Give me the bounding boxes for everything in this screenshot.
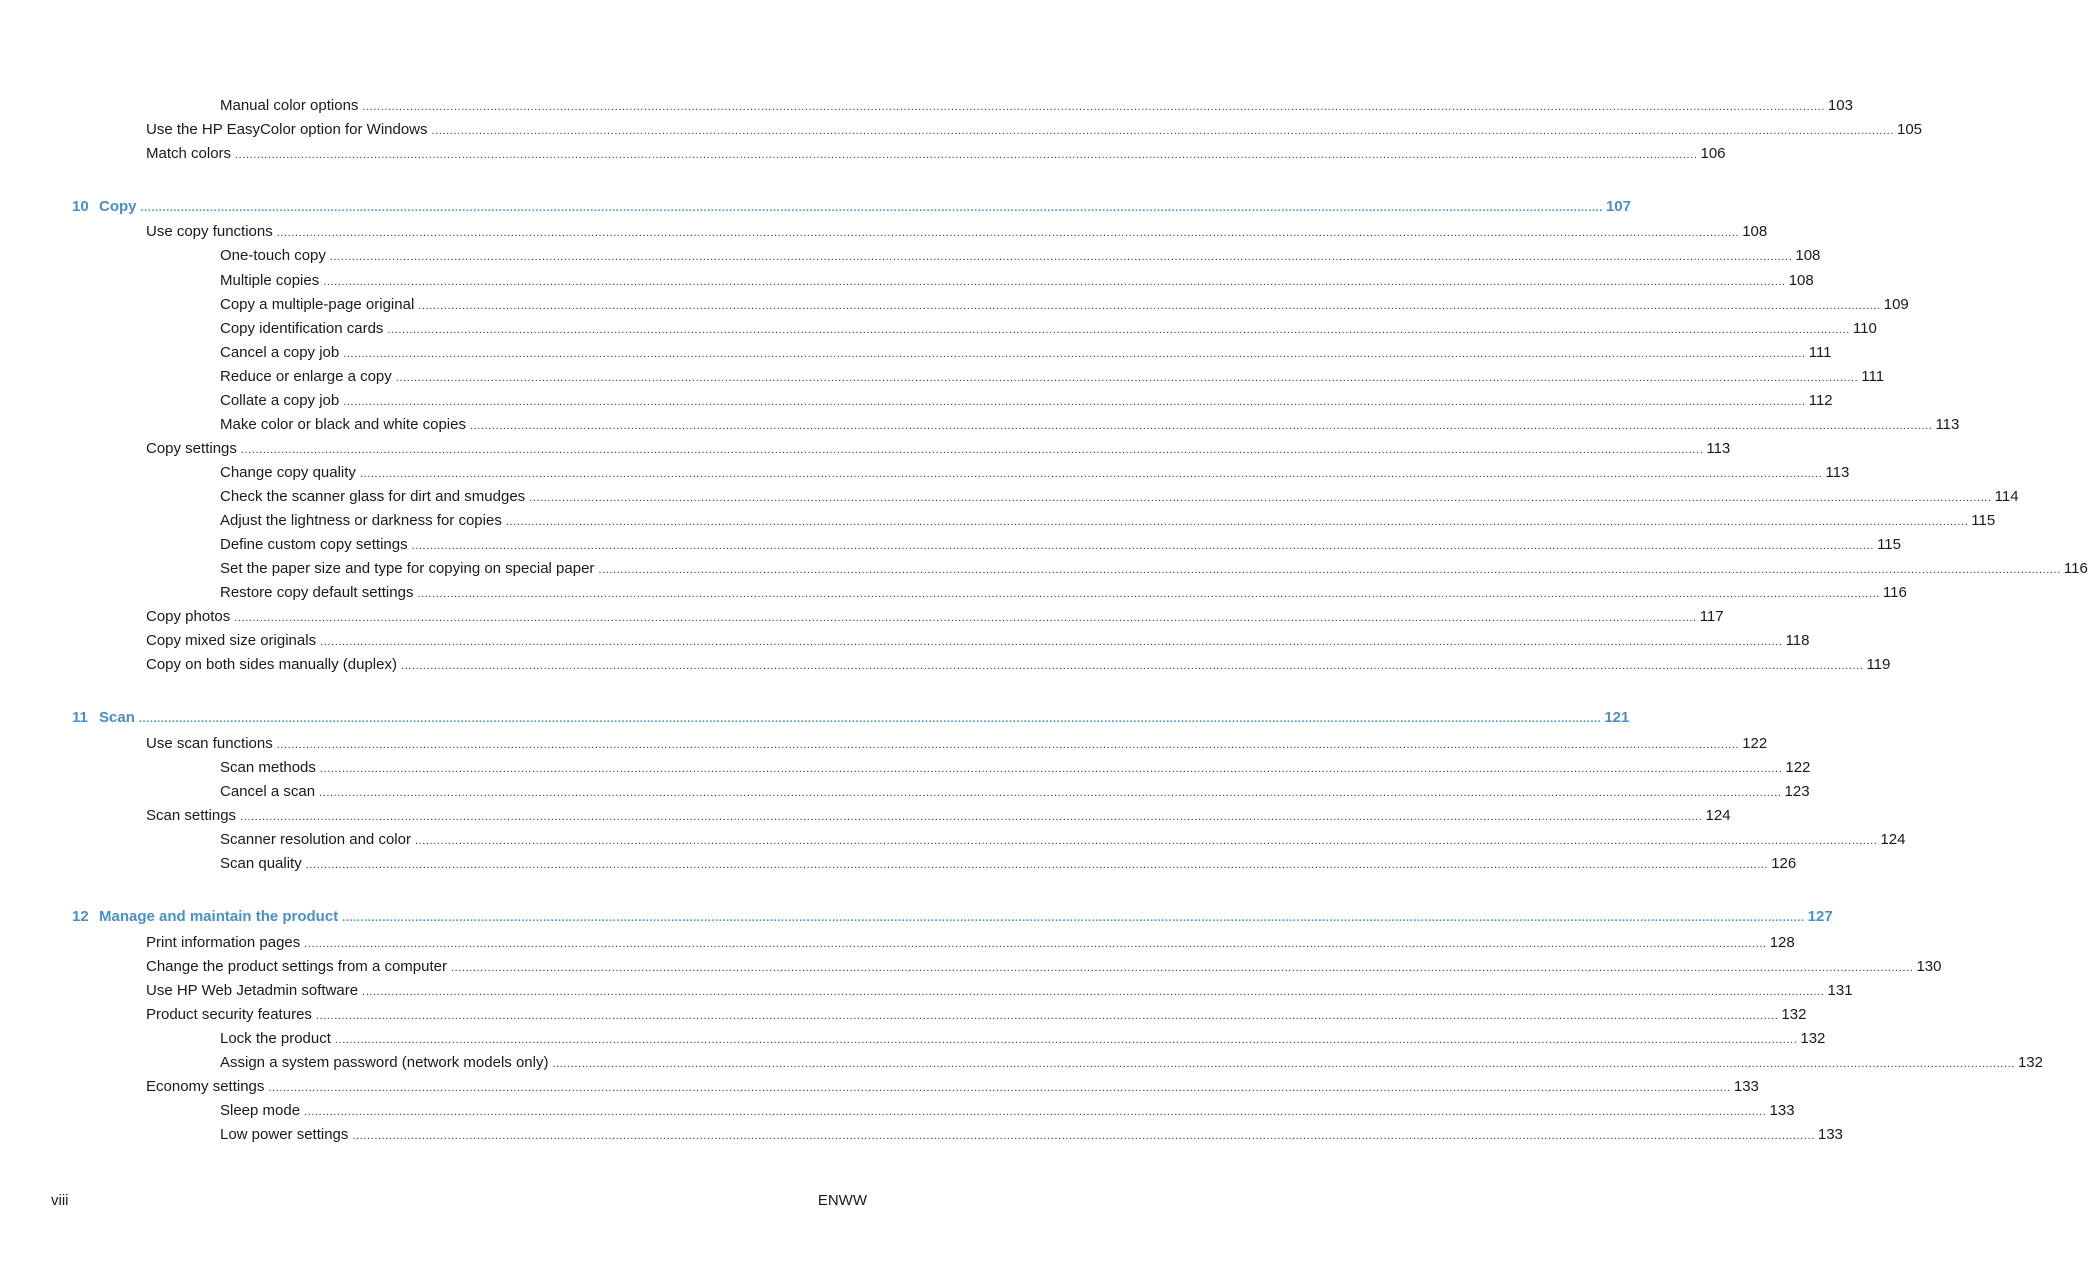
toc-entry[interactable] — [146, 222, 1768, 242]
toc-entry-title: Copy a multiple-page original — [220, 296, 415, 313]
toc-entry-title: Scan settings — [146, 807, 237, 824]
toc-page-number: 124 — [1705, 807, 1731, 824]
dot-leader: ................................................................................................................................................................................................................................................................................................................................................................................................................ — [235, 149, 1698, 161]
dot-leader: ................................................................................................................................................................................................................................................................................................................................................................................................................ — [505, 516, 1969, 528]
toc-entry-title: Sleep mode — [220, 1102, 301, 1119]
dot-leader: ................................................................................................................................................................................................................................................................................................................................................................................................................ — [395, 372, 1859, 384]
toc-page-number: 107 — [1605, 198, 1631, 215]
dot-leader: ................................................................................................................................................................................................................................................................................................................................................................................................................ — [431, 125, 1894, 137]
toc-entry[interactable] — [146, 957, 1942, 977]
toc-entry-title: Copy on both sides manually (duplex) — [146, 656, 397, 673]
dot-leader: ................................................................................................................................................................................................................................................................................................................................................................................................................ — [418, 300, 1881, 312]
toc-page-number: 113 — [1706, 440, 1731, 457]
toc-entry-title — [72, 708, 139, 728]
toc-entry[interactable] — [146, 631, 1810, 651]
toc-page-number: 112 — [1808, 392, 1833, 409]
chapter-number: 11 — [72, 709, 88, 726]
dot-leader: ................................................................................................................................................................................................................................................................................................................................................................................................................ — [240, 444, 1704, 456]
toc-entry[interactable] — [146, 734, 1768, 754]
dot-leader: ................................................................................................................................................................................................................................................................................................................................................................................................................ — [334, 1034, 1798, 1046]
toc-entry[interactable] — [146, 1077, 1759, 1097]
toc-entry[interactable] — [220, 1125, 1843, 1145]
toc-entry-title: Use the HP EasyColor option for Windows — [146, 121, 428, 138]
dot-leader: ................................................................................................................................................................................................................................................................................................................................................................................................................ — [352, 1130, 1815, 1142]
toc-entry[interactable] — [220, 463, 1850, 483]
dot-leader: ................................................................................................................................................................................................................................................................................................................................................................................................................ — [276, 739, 1740, 751]
dot-leader: ................................................................................................................................................................................................................................................................................................................................................................................................................ — [362, 101, 1825, 113]
toc-entry[interactable] — [220, 782, 1810, 802]
toc-entry[interactable] — [220, 1029, 1826, 1049]
footer-page-number: viii — [51, 1192, 69, 1209]
toc-page-number: 110 — [1852, 320, 1877, 337]
chapter-number: 10 — [72, 198, 89, 215]
toc-chapter-entry[interactable] — [72, 708, 1630, 728]
toc-page-number: 122 — [1785, 759, 1811, 776]
toc-entry-title: Product security features — [146, 1006, 312, 1023]
dot-leader: ................................................................................................................................................................................................................................................................................................................................................................................................................ — [387, 324, 1850, 336]
toc-page-number: 108 — [1788, 272, 1814, 289]
toc-page-number: 105 — [1896, 121, 1923, 138]
toc-entry-title: Lock the product — [220, 1030, 331, 1047]
toc-entry[interactable] — [146, 607, 1724, 627]
toc-entry[interactable] — [220, 415, 1960, 435]
toc-entry-title: Scan quality — [220, 855, 302, 872]
toc-page-number: 108 — [1742, 223, 1768, 240]
dot-leader: ................................................................................................................................................................................................................................................................................................................................................................................................................ — [343, 348, 1806, 360]
toc-entry-title: Scan methods — [220, 759, 316, 776]
toc-page-number: 116 — [1882, 584, 1907, 601]
dot-leader: ................................................................................................................................................................................................................................................................................................................................................................................................................ — [400, 660, 1864, 672]
toc-entry-title: Economy settings — [146, 1078, 265, 1095]
toc-page-number: 111 — [1861, 368, 1885, 385]
toc-chapter-entry[interactable] — [72, 907, 1833, 927]
toc-page-number: 127 — [1807, 908, 1833, 925]
toc-page-number: 126 — [1771, 855, 1797, 872]
dot-leader: ................................................................................................................................................................................................................................................................................................................................................................................................................ — [319, 787, 1782, 799]
dot-leader: ................................................................................................................................................................................................................................................................................................................................................................................................................ — [417, 588, 1880, 600]
dot-leader: ................................................................................................................................................................................................................................................................................................................................................................................................................ — [319, 763, 1783, 775]
toc-entry-title: Define custom copy settings — [220, 536, 408, 553]
toc-entry[interactable] — [220, 295, 1909, 315]
toc-entry-title: Print information pages — [146, 934, 301, 951]
chapter-number: 12 — [72, 908, 89, 925]
toc-page-number: 114 — [1994, 488, 2019, 505]
toc-entry-title: Cancel a copy job — [220, 344, 340, 361]
toc-entry[interactable] — [146, 806, 1731, 826]
toc-page-number: 115 — [1971, 512, 1996, 529]
toc-page-number: 108 — [1795, 247, 1821, 264]
toc-entry-title: Use HP Web Jetadmin software — [146, 982, 359, 999]
toc-entry[interactable] — [220, 1053, 2043, 1073]
toc-entry-title: Assign a system password (network models only) — [220, 1054, 549, 1071]
toc-page-number: 132 — [1800, 1030, 1826, 1047]
toc-entry[interactable] — [220, 246, 1821, 266]
dot-leader: ................................................................................................................................................................................................................................................................................................................................................................................................................ — [304, 1106, 1767, 1118]
toc-entry-title: Restore copy default settings — [220, 584, 414, 601]
toc-entry[interactable] — [146, 981, 1853, 1001]
toc-page-number: 111 — [1808, 344, 1832, 361]
toc-entry-title — [72, 907, 342, 927]
toc-entry[interactable] — [146, 1005, 1807, 1025]
toc-entry[interactable] — [220, 391, 1833, 411]
toc-entry-title: Use copy functions — [146, 223, 273, 240]
toc-page-number: 121 — [1604, 709, 1630, 726]
toc-entry[interactable] — [220, 96, 1853, 116]
dot-leader: ................................................................................................................................................................................................................................................................................................................................................................................................................ — [304, 938, 1767, 950]
toc-entry-title: Match colors — [146, 145, 232, 162]
toc-entry-title: Copy photos — [146, 608, 231, 625]
toc-page-number: 133 — [1733, 1078, 1759, 1095]
toc-page-number: 132 — [2017, 1054, 2043, 1071]
toc-entry-title: Check the scanner glass for dirt and smudges — [220, 488, 526, 505]
toc-entry[interactable] — [146, 933, 1795, 953]
toc-entry-title: Copy mixed size originals — [146, 632, 317, 649]
toc-entry[interactable] — [220, 854, 1797, 874]
toc-entry-title — [72, 197, 141, 217]
toc-page-number: 131 — [1827, 982, 1853, 999]
toc-entry[interactable] — [146, 439, 1731, 459]
toc-entry[interactable] — [146, 655, 1891, 675]
toc-entry[interactable] — [220, 559, 2088, 579]
dot-leader: ................................................................................................................................................................................................................................................................................................................................................................................................................ — [320, 636, 1783, 648]
footer-label: ENWW — [817, 1192, 867, 1209]
toc-entry[interactable] — [220, 758, 1811, 778]
toc-page-number: 124 — [1880, 831, 1906, 848]
dot-leader: ................................................................................................................................................................................................................................................................................................................................................................................................................ — [343, 396, 1806, 408]
toc-chapter-entry[interactable] — [72, 197, 1631, 217]
toc-page-number: 130 — [1916, 958, 1942, 975]
toc-entry[interactable] — [220, 367, 1885, 387]
toc-entry-title: Change copy quality — [220, 464, 356, 481]
toc-page-number: 103 — [1827, 97, 1853, 114]
dot-leader: ................................................................................................................................................................................................................................................................................................................................................................................................................ — [529, 492, 1992, 504]
toc-page-number: 115 — [1877, 536, 1901, 553]
dot-leader: ................................................................................................................................................................................................................................................................................................................................................................................................................ — [414, 835, 1878, 847]
toc-page-number: 123 — [1784, 783, 1810, 800]
dot-leader: ................................................................................................................................................................................................................................................................................................................................................................................................................ — [329, 251, 1793, 263]
toc-entry[interactable] — [146, 120, 1923, 140]
toc-entry-title: Collate a copy job — [220, 392, 340, 409]
dot-leader: ................................................................................................................................................................................................................................................................................................................................................................................................................ — [138, 713, 1602, 725]
toc-entry[interactable] — [220, 583, 1907, 603]
toc-entry-title: Manual color options — [220, 97, 359, 114]
toc-entry-title: Copy identification cards — [220, 320, 384, 337]
toc-page-number: 113 — [1825, 464, 1850, 481]
toc-entry-title: Use scan functions — [146, 735, 273, 752]
dot-leader: ................................................................................................................................................................................................................................................................................................................................................................................................................ — [469, 420, 1933, 432]
toc-page-number: 117 — [1699, 608, 1724, 625]
toc-entry[interactable] — [220, 487, 2019, 507]
toc-entry-title: Scanner resolution and color — [220, 831, 411, 848]
toc-page-number: 116 — [2063, 560, 2088, 577]
toc-entry[interactable] — [220, 830, 1906, 850]
toc-entry[interactable] — [220, 511, 1996, 531]
chapter-title: Scan — [99, 709, 135, 726]
toc-entry-title: One-touch copy — [220, 247, 326, 264]
toc-page-number: 118 — [1785, 632, 1810, 649]
chapter-title: Manage and maintain the product — [99, 908, 339, 925]
dot-leader: ................................................................................................................................................................................................................................................................................................................................................................................................................ — [359, 468, 1823, 480]
dot-leader: ................................................................................................................................................................................................................................................................................................................................................................................................................ — [140, 202, 1603, 214]
toc-entry[interactable] — [220, 319, 1877, 339]
toc-entry-title: Reduce or enlarge a copy — [220, 368, 392, 385]
dot-leader: ................................................................................................................................................................................................................................................................................................................................................................................................................ — [305, 859, 1769, 871]
toc-entry-title: Set the paper size and type for copying on special paper — [220, 560, 595, 577]
toc-page-number: 128 — [1769, 934, 1795, 951]
dot-leader: ................................................................................................................................................................................................................................................................................................................................................................................................................ — [411, 540, 1875, 552]
toc-page-number: 109 — [1883, 296, 1909, 313]
toc-entry-title: Multiple copies — [220, 272, 320, 289]
toc-entry[interactable] — [220, 271, 1814, 291]
toc-entry-title: Copy settings — [146, 440, 237, 457]
dot-leader: ................................................................................................................................................................................................................................................................................................................................................................................................................ — [451, 962, 1914, 974]
toc-entry-title: Adjust the lightness or darkness for copies — [220, 512, 502, 529]
toc-entry-title: Cancel a scan — [220, 783, 316, 800]
dot-leader: ................................................................................................................................................................................................................................................................................................................................................................................................................ — [240, 811, 1703, 823]
dot-leader: ................................................................................................................................................................................................................................................................................................................................................................................................................ — [598, 564, 2061, 576]
dot-leader: ................................................................................................................................................................................................................................................................................................................................................................................................................ — [362, 986, 1825, 998]
toc-entry-title: Make color or black and white copies — [220, 416, 466, 433]
toc-page-number: 122 — [1742, 735, 1768, 752]
dot-leader: ................................................................................................................................................................................................................................................................................................................................................................................................................ — [268, 1082, 1731, 1094]
toc-entry-title: Change the product settings from a computer — [146, 958, 447, 975]
toc-page-number: 106 — [1700, 145, 1726, 162]
toc-page-number: 133 — [1817, 1126, 1843, 1143]
toc-entry[interactable] — [220, 1101, 1795, 1121]
chapter-title: Copy — [99, 198, 137, 215]
dot-leader: ................................................................................................................................................................................................................................................................................................................................................................................................................ — [342, 912, 1805, 924]
toc-page-number: 133 — [1769, 1102, 1795, 1119]
dot-leader: ................................................................................................................................................................................................................................................................................................................................................................................................................ — [315, 1010, 1779, 1022]
toc-page-number: 132 — [1781, 1006, 1807, 1023]
toc-page-number: 113 — [1935, 416, 1960, 433]
toc-entry[interactable] — [220, 535, 1901, 555]
toc-page-number: 119 — [1866, 656, 1891, 673]
toc-entry[interactable] — [220, 343, 1832, 363]
dot-leader: ................................................................................................................................................................................................................................................................................................................................................................................................................ — [234, 612, 1697, 624]
dot-leader: ................................................................................................................................................................................................................................................................................................................................................................................................................ — [276, 227, 1740, 239]
toc-entry[interactable] — [146, 144, 1726, 164]
dot-leader: ................................................................................................................................................................................................................................................................................................................................................................................................................ — [552, 1058, 2015, 1070]
dot-leader: ................................................................................................................................................................................................................................................................................................................................................................................................................ — [323, 276, 1786, 288]
toc-entry-title: Low power settings — [220, 1126, 349, 1143]
